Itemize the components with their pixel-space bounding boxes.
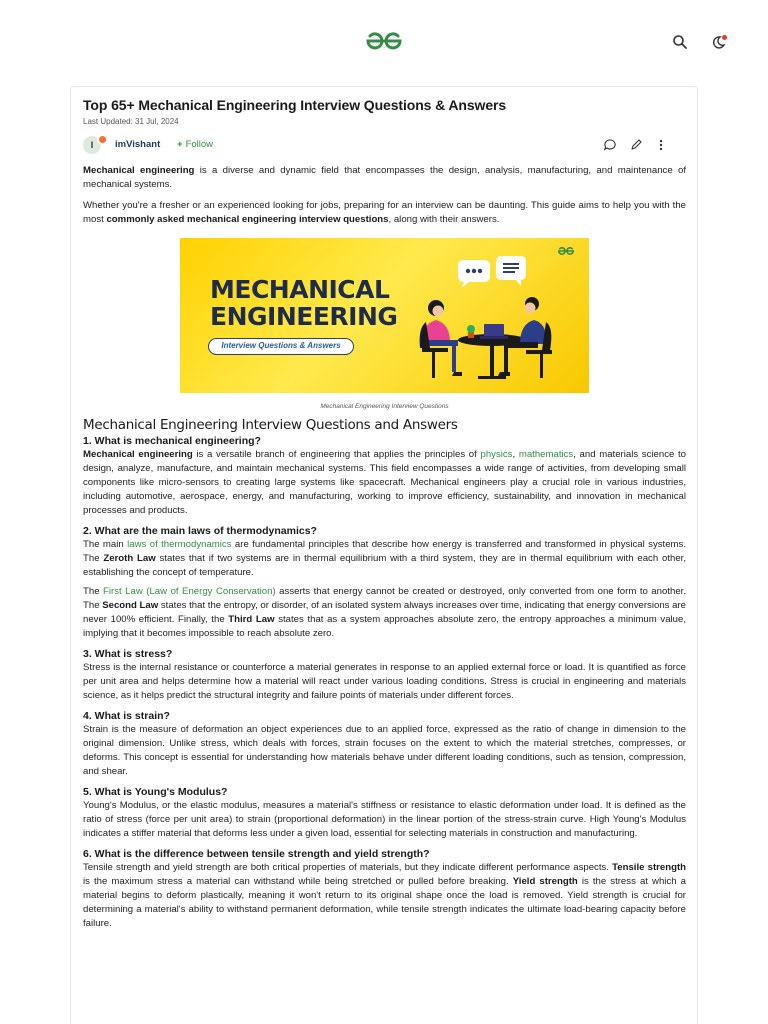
banner-heading-line-1: MECHANICAL [210,275,390,304]
bold-term: Tensile strength [612,862,686,873]
text-span: , [512,449,519,460]
laws-of-thermodynamics-link[interactable]: laws of thermodynamics [127,539,232,550]
physics-link[interactable]: physics [480,449,513,460]
text-span: states that if two systems are in thermal equilibrium with a third system, they are in thermal equilibrium with each other, establishing the concept of temperature. [83,553,686,578]
answer-5: Young's Modulus, or the elastic modulus, measures a material's stiffness or resistance to elastic deformation under load. It is defined as the ratio of stress (force per unit area) to strain (proportional deformation) in the linear portion of the stress-strain curve. High Young's Modulus indicates a stiffer material that deforms less under a given load, essential for selecting materials in construction and manufacturing. [83,800,686,839]
text-span: The [83,586,104,597]
top-navigation-bar [0,0,768,84]
last-updated: Last Updated: 31 Jul, 2024 [83,117,179,126]
banner-heading-line-2: ENGINEERING [210,302,398,331]
answer-1 [83,448,686,518]
notification-dot [722,35,727,40]
answer-4: Strain is the measure of deformation an object experiences due to an applied force, expressed as the ratio of change in dimension to the original dimension. Unlike stress, which deals with forces, strain focuses on the extent to which the material stretches, compresses, or deforms. This concept is essential for understanding how materials behave under different loading conditions, such as tension, compression, and shear. [83,724,686,777]
text-span: states that as a system approaches absolute zero, the entropy approaches a minimum value, implying that it becomes impossible to reach absolute zero. [83,614,686,639]
text-span: asserts that energy cannot be created or destroyed, only converted from one form to another. The [83,586,686,611]
question-heading-2: 2. What are the main laws of thermodynamics? [83,525,317,537]
bold-term: Second Law [102,600,159,611]
text-span: are fundamental principles that describe how energy is transferred and transformed in physical systems. The [83,539,686,564]
intro-paragraph-2 [83,199,686,227]
text-span: , and materials science to design, analyze, manufacture, and maintain mechanical systems. This field encompasses a wide range of activities, from developing small components like micro-sensors to creating large systems like spacecraft. Mechanical engineers play a crucial role in various industries, including automotive, aerospace, energy, and manufacturing, working to improve efficiency, sustainability, and innovation in mechanical processes and products. [83,449,686,516]
intro-paragraph-1 [83,164,686,192]
first-law-link[interactable]: First Law (Law of Energy Conservation) [103,586,276,597]
search-icon[interactable] [672,34,688,50]
comment-icon[interactable] [603,138,617,152]
author-name[interactable]: imVishant [115,139,161,150]
geeksforgeeks-logo-icon[interactable] [364,30,404,52]
answer-6 [83,861,686,931]
interview-illustration-icon [408,254,580,390]
text-span: is a diverse and dynamic field that encompasses the design, analysis, manufacturing, and maintenance of mechanical systems. [83,165,686,190]
bold-term: commonly asked mechanical engineering interview questions [106,214,389,225]
answer-2-paragraph-2 [83,585,686,641]
banner-subtitle-pill: Interview Questions & Answers [208,338,354,355]
avatar[interactable]: I [83,136,101,154]
edit-pencil-icon[interactable] [629,138,643,152]
text-span: is the stress at which a material begins to deform plastically, meaning it won't return to its original shape once the load is removed. Yield strength is crucial for determining a material's ability to withstand permanent deformation, while tensile strength indicates the ultimate load-bearing capacity before failure. [83,876,686,929]
follow-label: Follow [185,139,214,150]
text-span: Whether you're a fresher or an experienced looking for jobs, preparing for an interview can be daunting. This guide aims to help you with the most [83,200,686,225]
article-banner-image [180,238,589,393]
follow-button[interactable] [177,139,213,150]
question-heading-5: 5. What is Young's Modulus? [83,786,228,798]
text-span: , along with their answers. [388,214,500,225]
answer-3: Stress is the internal resistance or counterforce a material generates in response to an applied external force or load. It is quantified as force per unit area and helps determine how a material will react under various loading conditions. Stress is crucial in engineering and materials science, as it helps predict the structural integrity and failure points of materials under different forces. [83,662,686,701]
author-row [83,134,686,156]
article-content [83,96,686,931]
text-span: is the maximum stress a material can withstand while being stretched or pulled before breaking. [83,876,513,887]
text-span: The main [83,539,128,550]
answer-2-paragraph-1 [83,538,686,580]
article-actions [596,138,668,152]
bold-term: Mechanical engineering [83,449,193,460]
text-span: states that the entropy, or disorder, of an isolated system always increases over time, indicating that energy conversions are never 100% efficient. Finally, the [83,600,686,625]
text-span: Tensile strength and yield strength are both critical properties of materials, but they indicate different performance aspects. [83,862,613,873]
question-heading-3: 3. What is stress? [83,648,173,660]
plus-icon: + [177,139,183,150]
mathematics-link[interactable]: mathematics [518,449,574,460]
question-heading-4: 4. What is strain? [83,710,170,722]
bold-term: Third Law [228,614,275,625]
section-title: Mechanical Engineering Interview Questions and Answers [83,417,458,433]
bold-term: Yield strength [512,876,578,887]
question-heading-1: 1. What is mechanical engineering? [83,435,261,447]
bold-term: Zeroth Law [103,553,156,564]
text-span: is a versatile branch of engineering that applies the principles of [192,449,481,460]
image-caption: Mechanical Engineering Interview Questions [320,403,449,410]
more-options-icon[interactable] [654,138,668,152]
article-title: Top 65+ Mechanical Engineering Interview Questions & Answers [83,97,507,113]
author-badge-icon [97,134,108,145]
bold-term: Mechanical engineering [83,165,195,176]
question-heading-6: 6. What is the difference between tensile strength and yield strength? [83,848,430,860]
